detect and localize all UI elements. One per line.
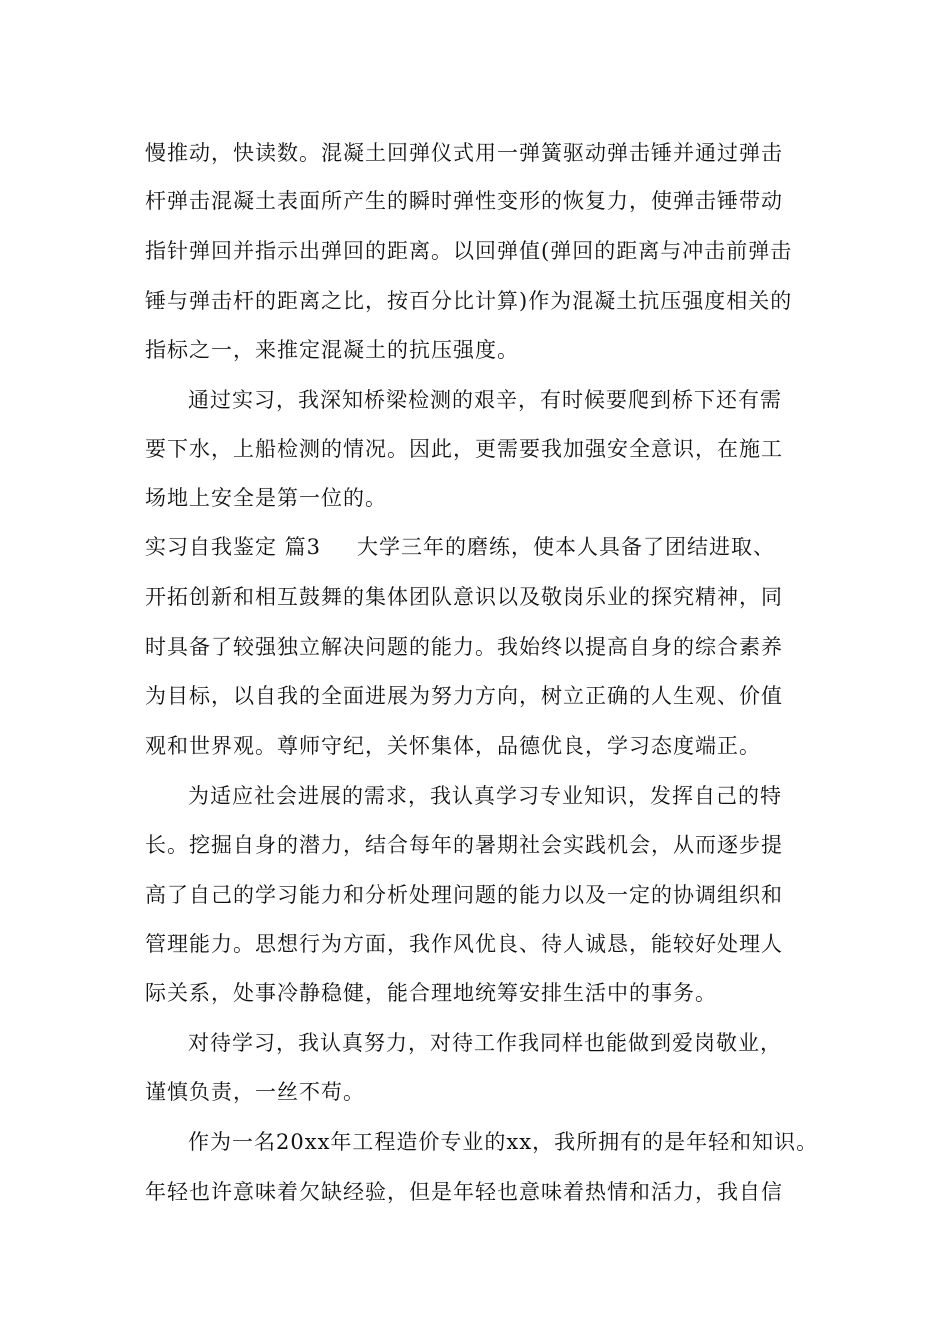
text-line: 指标之一，来推定混凝土的抗压强度。 [145,338,519,362]
text-line: 要下水，上船检测的情况。因此，更需要我加强安全意识，在施工 [145,437,783,461]
text-line: 指针弹回并指示出弹回的距离。以回弹值(弹回的距离与冲击前弹击 [145,239,793,263]
paragraph-first-line: 作为一名20xx年工程造价专业的xx，我所拥有的是年轻和知识。 [188,1130,819,1154]
paragraph-first-line: 对待学习，我认真努力，对待工作我同样也能做到爱岗敬业， [188,1031,782,1055]
paragraph-first-line: 为适应社会进展的需求，我认真学习专业知识，发挥自己的特 [188,784,782,808]
paragraph-first-line: 通过实习，我深知桥梁检测的艰辛，有时候要爬到桥下还有需 [188,388,782,412]
text-line: 场地上安全是第一位的。 [145,486,387,510]
text-line: 高了自己的学习能力和分析处理问题的能力以及一定的协调组织和 [145,883,783,907]
text-line: 慢推动，快读数。混凝土回弹仪式用一弹簧驱动弹击锤并通过弹击 [145,141,783,165]
text-line: 时具备了较强独立解决问题的能力。我始终以提高自身的综合素养 [145,635,783,659]
section-first-line: 大学三年的磨练，使本人具备了团结进取、 [357,535,776,559]
text-line: 为目标，以自我的全面进展为努力方向，树立正确的人生观、价值 [145,684,783,708]
text-line: 开拓创新和相互鼓舞的集体团队意识以及敬岗乐业的探究精神，同 [145,585,783,609]
text-line: 年轻也许意味着欠缺经验，但是年轻也意味着热情和活力，我自信 [145,1180,783,1204]
section-heading: 实习自我鉴定 篇3 [145,535,322,559]
text-line: 杆弹击混凝土表面所产生的瞬时弹性变形的恢复力，使弹击锤带动 [145,189,783,213]
text-line: 谨慎负责，一丝不苟。 [145,1080,365,1104]
text-line: 长。挖掘自身的潜力，结合每年的暑期社会实践机会，从而逐步提 [145,833,783,857]
text-line: 际关系，处事冷静稳健，能合理地统筹安排生活中的事务。 [145,981,717,1005]
text-line: 观和世界观。尊师守纪，关怀集体，品德优良，学习态度端正。 [145,734,761,758]
section-heading-line [145,535,775,559]
text-line: 管理能力。思想行为方面，我作风优良、待人诚恳，能较好处理人 [145,932,783,956]
text-line: 锤与弹击杆的距离之比，按百分比计算)作为混凝土抗压强度相关的 [145,289,793,313]
